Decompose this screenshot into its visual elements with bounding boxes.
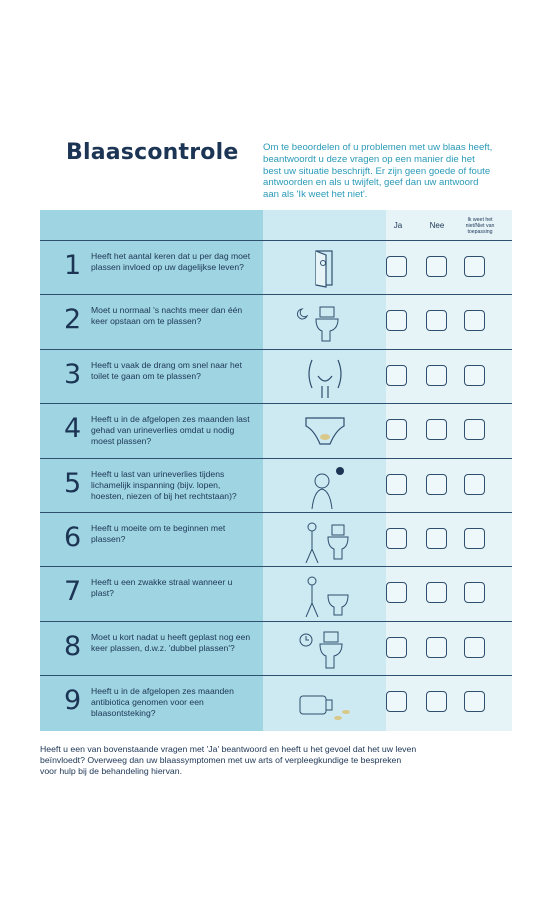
question-text: Moet u kort nadat u heeft geplast nog een keer plassen, d.w.z. 'dubbel plassen'? — [91, 631, 251, 653]
answer-no-checkbox[interactable] — [426, 582, 447, 603]
question-number: 4 — [64, 413, 82, 445]
question-row — [40, 458, 512, 513]
question-number: 1 — [64, 250, 82, 281]
question-row — [40, 240, 512, 295]
question-row — [40, 512, 512, 567]
answer-yes-checkbox[interactable] — [386, 419, 407, 440]
column-no-label: Nee — [429, 221, 445, 230]
answer-yes-checkbox[interactable] — [386, 365, 407, 386]
table-header — [40, 210, 512, 240]
answer-no-checkbox[interactable] — [426, 419, 447, 440]
question-number: 3 — [64, 358, 82, 390]
question-number: 8 — [64, 630, 82, 662]
question-number: 9 — [64, 685, 82, 717]
question-text: Heeft u in de afgelopen zes maanden last gehad van urineverlies omdat u nodig moest plassen? — [91, 414, 250, 447]
answer-unknown-checkbox[interactable] — [464, 365, 485, 386]
urgency-icon — [290, 356, 360, 400]
answer-no-checkbox[interactable] — [426, 256, 447, 277]
answer-unknown-checkbox[interactable] — [464, 256, 485, 277]
answer-unknown-checkbox[interactable] — [464, 528, 485, 549]
answer-yes-checkbox[interactable] — [386, 637, 407, 658]
answer-yes-checkbox[interactable] — [386, 256, 407, 277]
answer-unknown-checkbox[interactable] — [464, 419, 485, 440]
answer-yes-checkbox[interactable] — [386, 474, 407, 495]
answer-no-checkbox[interactable] — [426, 474, 447, 495]
question-text: Heeft u vaak de drang om snel naar het toilet te gaan om te plassen? — [91, 359, 242, 381]
answer-unknown-checkbox[interactable] — [464, 474, 485, 495]
clock-toilet-icon — [290, 628, 360, 672]
question-row — [40, 621, 512, 676]
answer-no-checkbox[interactable] — [426, 691, 447, 712]
column-unknown-label: Ik weet het niet/Niet van toepassing — [465, 217, 495, 235]
answer-unknown-checkbox[interactable] — [464, 637, 485, 658]
question-row — [40, 403, 512, 458]
question-row — [40, 349, 512, 404]
question-text: Heeft het aantal keren dat u per dag moet plassen invloed op uw dagelijkse leven? — [91, 251, 251, 272]
question-number: 6 — [64, 522, 82, 553]
answer-yes-checkbox[interactable] — [386, 582, 407, 603]
question-text: Heeft u een zwakke straal wanneer u plast? — [91, 577, 233, 599]
pills-icon — [290, 682, 360, 726]
questionnaire-table — [40, 210, 512, 730]
answer-yes-checkbox[interactable] — [386, 528, 407, 549]
answer-yes-checkbox[interactable] — [386, 310, 407, 331]
question-number: 2 — [64, 304, 82, 336]
night-toilet-icon — [290, 301, 360, 345]
underwear-leak-icon — [290, 410, 360, 454]
question-number: 7 — [64, 576, 82, 608]
answer-no-checkbox[interactable] — [426, 310, 447, 331]
question-row — [40, 566, 512, 621]
door-person-icon — [290, 247, 360, 291]
answer-unknown-checkbox[interactable] — [464, 582, 485, 603]
question-text: Heeft u moeite om te beginnen met plassen? — [91, 523, 226, 544]
question-row — [40, 675, 512, 730]
question-text: Heeft u last van urineverlies tijdens lichamelijk inspanning (bijv. lopen, hoesten, niezen of bij het rechtstaan)? — [91, 468, 237, 501]
answer-yes-checkbox[interactable] — [386, 691, 407, 712]
answer-no-checkbox[interactable] — [426, 365, 447, 386]
answer-no-checkbox[interactable] — [426, 637, 447, 658]
footer-text: Heeft u een van bovenstaande vragen met 'Ja' beantwoord en heeft u het gevoel dat het uw leven beïnvloedt? Overweeg dan uw blaassymptomen met uw arts of verpleegkundige te bespreken voor hulp bij de behandeling hiervan. — [40, 744, 417, 777]
question-text: Heeft u in de afgelopen zes maanden antibiotica genomen voor een blaasontsteking? — [91, 686, 234, 719]
column-yes-label: Ja — [393, 221, 403, 230]
question-number: 5 — [64, 467, 82, 499]
answer-unknown-checkbox[interactable] — [464, 691, 485, 712]
answer-no-checkbox[interactable] — [426, 528, 447, 549]
hesitancy-icon — [290, 519, 360, 563]
sneeze-icon — [290, 465, 360, 509]
answer-unknown-checkbox[interactable] — [464, 310, 485, 331]
intro-text: Om te beoordelen of u problemen met uw blaas heeft, beantwoordt u deze vragen op een manier die het best uw situatie beschrijft. Er zijn geen goede of foute antwoorden en als u twijfelt, geef dan uw antwoord aan als 'Ik weet het niet'. — [263, 142, 493, 201]
question-row — [40, 294, 512, 349]
page-title: Blaascontrole — [66, 140, 239, 165]
question-text: Moet u normaal 's nachts meer dan één keer opstaan om te plassen? — [91, 305, 243, 327]
weak-stream-icon — [290, 573, 360, 617]
